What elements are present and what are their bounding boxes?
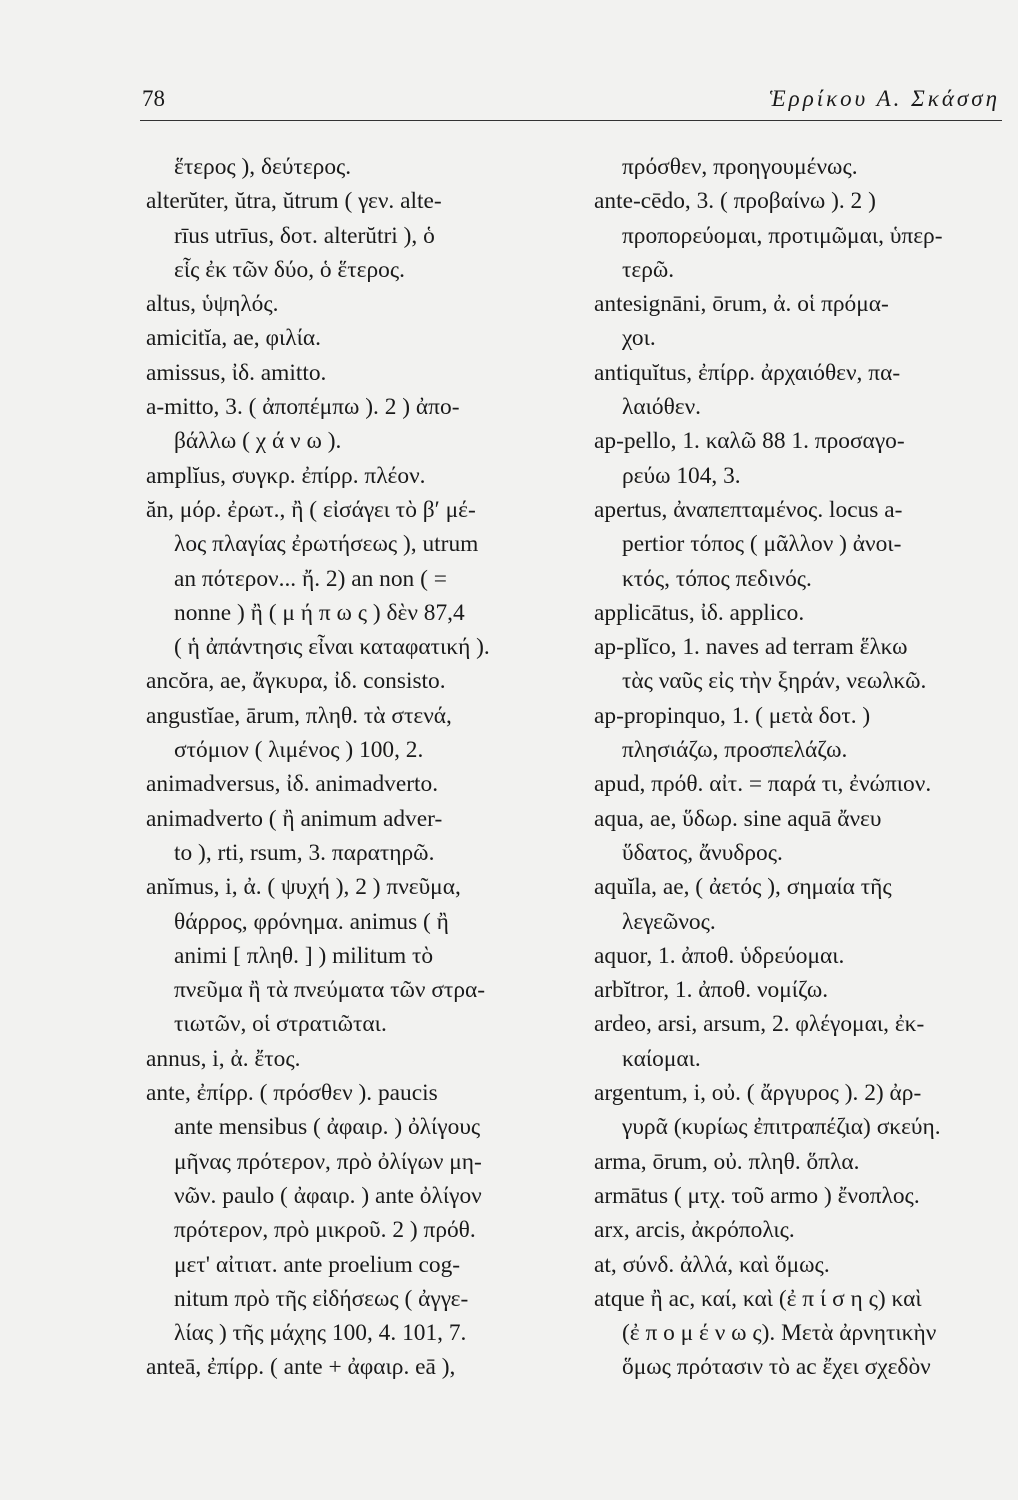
dictionary-line: ἕτερος ), δεύτερος. (174, 154, 352, 180)
dictionary-line: apertus, ἀναπεπταμένος. locus a- (594, 496, 903, 523)
dictionary-line: arbĭtror, 1. ἀποθ. νομίζω. (594, 977, 829, 1004)
dictionary-line: εἷς ἐκ τῶν δύο, ὁ ἕτερος. (174, 256, 405, 283)
dictionary-line: θάρρος, φρόνημα. animus ( ἢ (174, 908, 449, 935)
dictionary-line: βάλλω ( χ ά ν ω ). (174, 428, 342, 455)
dictionary-line: nitum πρὸ τῆς εἰδήσεως ( ἀγγε- (174, 1285, 469, 1312)
dictionary-line: amissus, ἰδ. amitto. (146, 359, 327, 386)
dictionary-line: ante mensibus ( ἀφαιρ. ) ὀλίγους (174, 1114, 481, 1141)
dictionary-line: πρότερον, πρὸ μικροῦ. 2 ) πρόθ. (174, 1217, 476, 1244)
dictionary-line: στόμιον ( λιμένος ) 100, 2. (174, 737, 424, 764)
dictionary-line: to ), rti, rsum, 3. παρατηρῶ. (174, 839, 435, 866)
running-head: Ἑρρίκου Α. Σκάσση (769, 86, 1000, 111)
dictionary-line: arx, arcis, ἀκρόπολις. (594, 1217, 795, 1244)
dictionary-line: anĭmus, i, ἀ. ( ψυχή ), 2 ) πνεῦμα, (146, 874, 461, 901)
dictionary-line: ap-plĭco, 1. naves ad terram ἕλκω (594, 634, 908, 661)
dictionary-line: γυρᾶ (κυρίως ἐπιτραπέζια) σκεύη. (622, 1114, 941, 1141)
header-rule (140, 120, 1002, 121)
dictionary-line: ante, ἐπίρρ. ( πρόσθεν ). paucis (146, 1080, 438, 1107)
dictionary-line: τιωτῶν, οἱ στρατιῶται. (174, 1011, 387, 1038)
page-number: 78 (142, 86, 165, 111)
dictionary-line: atque ἢ ac, καί, καὶ (ἐ π ί σ η ς) καὶ (594, 1285, 922, 1312)
dictionary-line: ὕδατος, ἄνυδρος. (622, 839, 783, 866)
dictionary-line: at, σύνδ. ἀλλά, καὶ ὅμως. (594, 1251, 830, 1278)
dictionary-line: ap-pello, 1. καλῶ 88 1. προσαγο- (594, 428, 905, 455)
dictionary-line: animadversus, ἰδ. animadverto. (146, 771, 439, 798)
dictionary-line: τερῶ. (622, 256, 675, 283)
dictionary-line: πρόσθεν, προηγουμένως. (622, 154, 858, 180)
dictionary-line: ăn, μόρ. ἐρωτ., ἢ ( εἰσάγει τὸ β′ μέ- (146, 496, 476, 523)
dictionary-line: altus, ὑψηλός. (146, 291, 279, 318)
dictionary-line: καίομαι. (622, 1045, 701, 1072)
dictionary-line: rīus utrīus, δοτ. alterŭtri ), ὁ (174, 222, 435, 249)
dictionary-line: pertior τόπος ( μᾶλλον ) ἀνοι- (622, 531, 902, 558)
dictionary-line: antiquĭtus, ἐπίρρ. ἀρχαιόθεν, πα- (594, 359, 901, 386)
dictionary-line: μετ' αἰτιατ. ante proelium cog- (174, 1251, 461, 1278)
dictionary-line: λαιόθεν. (622, 394, 702, 421)
dictionary-line: amplĭus, συγκρ. ἐπίρρ. πλέον. (146, 462, 426, 489)
dictionary-line: nonne ) ἢ ( μ ή π ω ς ) δὲν 87,4 (174, 599, 465, 626)
dictionary-line: (ἐ π ο μ έ ν ω ς). Μετὰ ἀρνητικὴν (622, 1320, 937, 1347)
dictionary-line: ante-cēdo, 3. ( προβαίνω ). 2 ) (594, 188, 876, 215)
dictionary-line: νῶν. paulo ( ἀφαιρ. ) ante ὀλίγον (174, 1182, 482, 1209)
dictionary-line: annus, i, ἀ. ἔτος. (146, 1045, 301, 1072)
dictionary-line: animi [ πληθ. ] ) militum τὸ (174, 942, 434, 969)
dictionary-line: πλησιάζω, προσπελάζω. (622, 737, 848, 764)
dictionary-line: aqua, ae, ὕδωρ. sine aquā ἄνευ (594, 805, 882, 832)
dictionary-line: ap-propinquo, 1. ( μετὰ δοτ. ) (594, 702, 871, 729)
dictionary-line: amicitĭa, ae, φιλία. (146, 325, 322, 352)
dictionary-line: a-mitto, 3. ( ἀποπέμπω ). 2 ) ἀπο- (146, 394, 460, 421)
dictionary-line: λεγεῶνος. (622, 908, 716, 935)
dictionary-line: ardeo, arsi, arsum, 2. φλέγομαι, ἐκ- (594, 1011, 925, 1038)
dictionary-line: applicātus, ἰδ. applico. (594, 599, 805, 626)
dictionary-line: ( ἡ ἀπάντησις εἶναι καταφατική ). (174, 634, 490, 661)
dictionary-line: κτός, τόπος πεδινός. (622, 565, 812, 592)
dictionary-line: angustĭae, ārum, πληθ. τὰ στενά, (146, 702, 452, 729)
dictionary-line: λος πλαγίας ἐρωτήσεως ), utrum (174, 531, 479, 558)
dictionary-line: antesignāni, ōrum, ἀ. οἱ πρόμα- (594, 291, 889, 318)
dictionary-line: χοι. (622, 325, 656, 352)
dictionary-line: anteā, ἐπίρρ. ( ante + ἀφαιρ. eā ), (146, 1354, 456, 1381)
right-column (594, 150, 1008, 1385)
dictionary-line: aquor, 1. ἀποθ. ὑδρεύομαι. (594, 942, 845, 969)
dictionary-line: animadverto ( ἢ animum adver- (146, 805, 443, 832)
dictionary-line: an πότερον... ἤ. 2) an non ( = (174, 565, 447, 592)
dictionary-line: προπορεύομαι, προτιμῶμαι, ὑπερ- (622, 222, 943, 249)
dictionary-line: arma, ōrum, οὐ. πληθ. ὅπλα. (594, 1148, 860, 1175)
dictionary-line: apud, πρόθ. αἰτ. = παρά τι, ἐνώπιον. (594, 771, 932, 798)
dictionary-line: argentum, i, οὐ. ( ἄργυρος ). 2) ἀρ- (594, 1080, 922, 1107)
dictionary-line: ὅμως πρότασιν τὸ ac ἔχει σχεδὸν (622, 1354, 931, 1381)
dictionary-line: τὰς ναῦς εἰς τὴν ξηράν, νεωλκῶ. (622, 668, 927, 695)
dictionary-line: λίας ) τῆς μάχης 100, 4. 101, 7. (174, 1320, 467, 1347)
dictionary-line: aquĭla, ae, ( ἀετός ), σημαία τῆς (594, 874, 892, 901)
dictionary-line: ancŏra, ae, ἄγκυρα, ἰδ. consisto. (146, 668, 446, 695)
dictionary-line: alterŭter, ŭtra, ŭtrum ( γεν. alte- (146, 188, 442, 215)
dictionary-line: πνεῦμα ἢ τὰ πνεύματα τῶν στρα- (174, 977, 486, 1004)
left-column (146, 150, 566, 1385)
dictionary-line: armātus ( μτχ. τοῦ armo ) ἔνοπλος. (594, 1182, 920, 1209)
dictionary-line: ρεύω 104, 3. (622, 462, 741, 489)
dictionary-line: μῆνας πρότερον, πρὸ ὀλίγων μη- (174, 1148, 482, 1175)
